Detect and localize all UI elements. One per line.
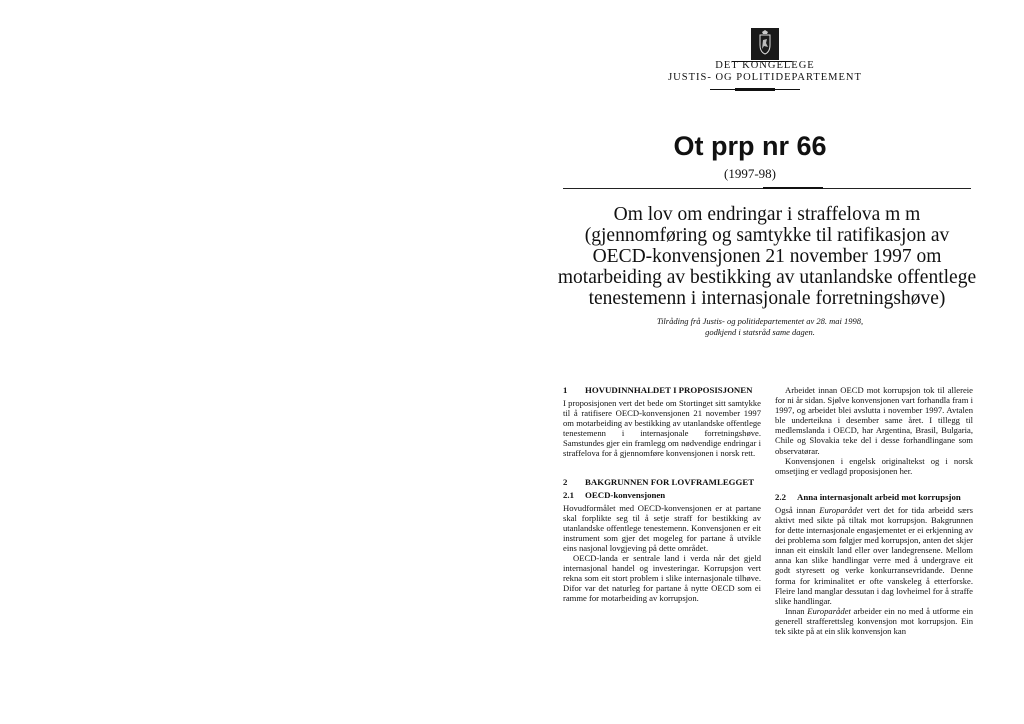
section-title: Anna internasjonalt arbeid mot korrupsjon [797, 491, 961, 502]
section-2-1-paragraph-2: OECD-landa er sentrale land i verda når det gjeld internasjonal handel og investeringar. Korrupsjon vert rekna som eit stort problem i slike internasjonale tilhøve. Difor var det naturleg for partane å nytte OECD som ei ramme for motarbeiding av korrupsjon. [563, 553, 761, 604]
section-number: 1 [563, 385, 568, 395]
emphasis: Europarådet [807, 605, 851, 616]
section-number: 2.1 [563, 489, 574, 500]
ministry-line-2: JUSTIS- OG POLITIDEPARTEMENT [668, 72, 862, 83]
section-2-1-heading [563, 490, 761, 500]
right-paragraph-1: Arbeidet innan OECD mot korrupsjon tok til allereie for ni år sidan. Sjølve konvensjonen vart forhandla fram i 1997, og arbeidet blei avslutta i november 1997. Avtalen ble underteikna i desember same året. I tillegg til medlemslanda i OECD, har Argentina, Brasil, Bulgaria, Chile og Slovakia teke del i desse forhandlingane som observatørar. [775, 385, 973, 456]
section-2-2-paragraph-2 [775, 606, 973, 636]
section-2-2-heading [775, 492, 973, 502]
section-1-paragraph: I proposisjonen vert det bede om Stortinget sitt samtykke til å ratifisere OECD-konvensjonen 21 november 1997 om motarbeiding av bestikking av utanlandske offentlege tenestemenn i internasjonale forretningshøve. Samstundes gjer ein framlegg om nødvendige endringar i straffelova for å gjennomføre konvensjonen i norsk rett. [563, 398, 761, 459]
section-title: HOVUDINNHALDET I PROPOSISJONEN [585, 385, 753, 395]
title-divider [563, 188, 971, 189]
section-number: 2.2 [775, 491, 786, 502]
text-run: vert det for tida arbeidd særs aktivt med sikte på tiltak mot korrupsjon. Bakgrunnen for dette internasjonale engasjementet er ei erkjenning av dei problema som følgjer med korrupsjon, anten det skjer innan eit einskilt land eller over landegrensene. Mellom anna kan slike handlingar verre med å undergrave eit godt styresett og verke konkurransevridande. Denne forma for kriminalitet er ofte vanskeleg å etterforske. Fleire land manglar dessutan i dag lovheimel for å straffe slike handlingar. [775, 504, 973, 606]
ministry-name [640, 60, 890, 84]
document-year: (1997-98) [724, 166, 776, 181]
section-1-heading [563, 385, 761, 395]
approval-note [600, 316, 920, 337]
right-paragraph-2: Konvensjonen i engelsk originaltekst og i norsk omsetjing er vedlagd proposisjonen her. [775, 455, 973, 476]
royal-crest-icon [751, 28, 779, 60]
approval-line-1: Tilråding frå Justis- og politidepartementet av 28. mai 1998, [656, 316, 864, 326]
section-title: OECD-konvensjonen [585, 489, 666, 500]
text-run: arbeider ein no med å utforme ein generell strafferettsleg konvensjon mot korrupsjon. Ein tek sikte på at ein slik konvensjon kan [775, 605, 974, 636]
left-column [563, 385, 761, 604]
section-2-heading [563, 477, 761, 487]
right-column [775, 385, 973, 636]
section-title: BAKGRUNNEN FOR LOVFRAMLEGGET [585, 476, 755, 487]
emphasis: Europarådet [819, 504, 863, 515]
section-number: 2 [563, 476, 568, 487]
approval-line-2: godkjend i statsråd same dagen. [705, 326, 815, 337]
document-title: Ot prp nr 66 [673, 131, 827, 161]
section-2-2-paragraph-1 [775, 505, 973, 606]
header-rule-bold [735, 88, 775, 91]
text-run: Innan [785, 605, 808, 616]
text-run: Også innan [775, 504, 820, 515]
section-2-1-paragraph-1: Hovudformålet med OECD-konvensjonen er at partane skal forplikte seg til å setje straff for bestikking av utanlandske offentlege tenestemenn. Konvensjonen er eit instrument som gjer det mogeleg for partane å utvikle eins nasjonal lovgjeving på dette området. [563, 502, 761, 553]
ministry-line-1: DET KONGELEGE [715, 60, 815, 71]
proposition-title: Om lov om endringar i straffelova m m (gjennomføring og samtykke til ratifikasjon av OECD-konvensjonen 21 november 1997 om motarbeiding av bestikking av utanlandske offentlege tenestemenn i internasjonale forretningshøve) [557, 204, 977, 309]
